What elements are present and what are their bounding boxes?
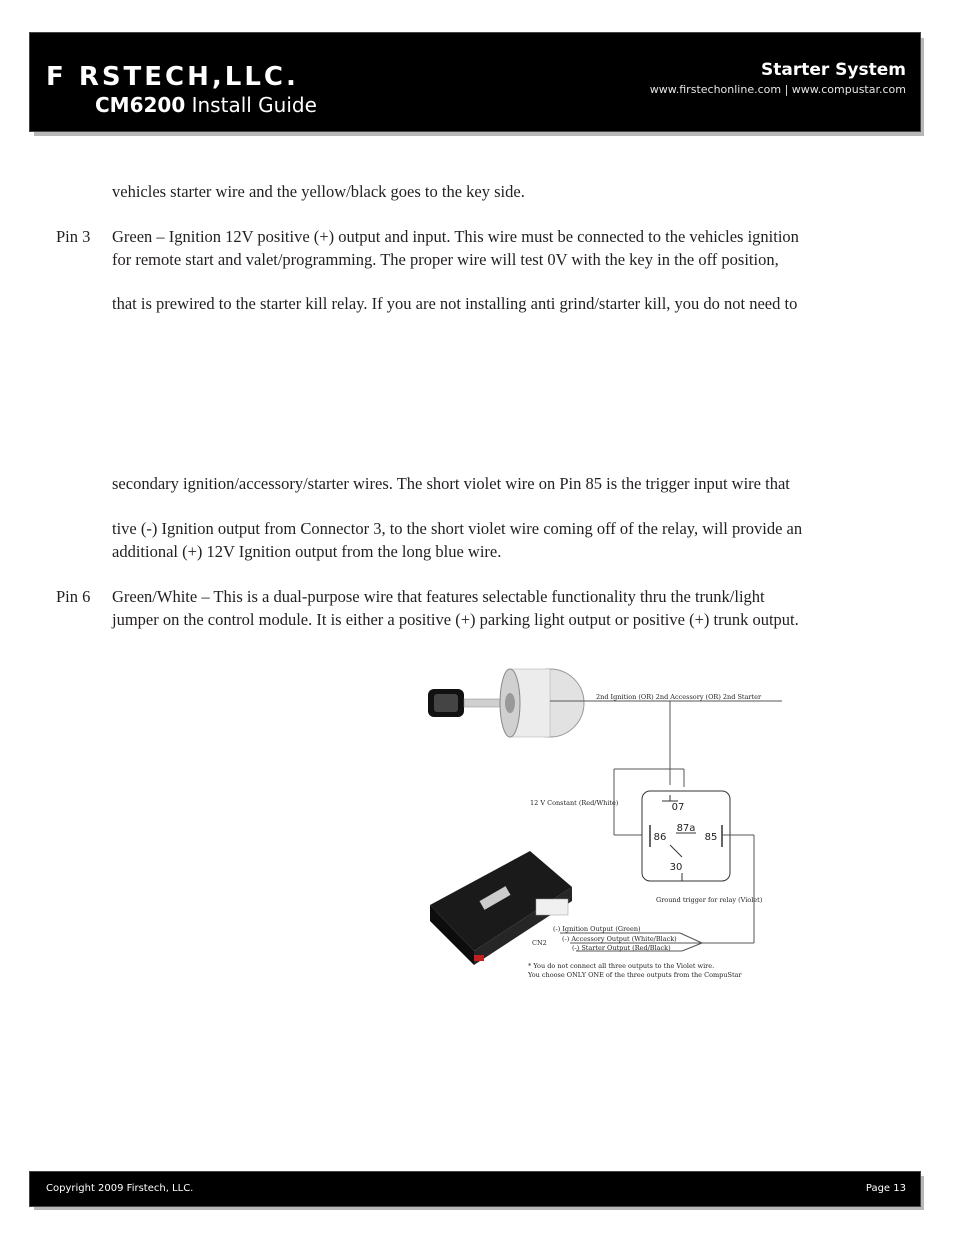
cn2-label: CN2 (532, 939, 547, 947)
constant-label: 12 V Constant (Red/White) (530, 799, 619, 807)
ignition-switch-icon (500, 669, 584, 737)
starter-output-label: (-) Starter Output (Red/Black) (572, 944, 671, 952)
pin-07-label: 07 (671, 802, 685, 813)
paragraph-starter-wire (56, 181, 916, 204)
ground-label: Ground trigger for relay (Violet) (656, 896, 763, 904)
page-footer (29, 1171, 921, 1207)
control-module-icon (430, 851, 572, 965)
ignition-output-label: (-) Ignition Output (Green) (553, 925, 641, 933)
wire-joint (680, 933, 702, 943)
page-header (29, 32, 921, 132)
guide-suffix: Install Guide (185, 93, 317, 117)
page-number: Page 13 (865, 1183, 906, 1194)
top-wire-label: 2nd Ignition (OR) 2nd Accessory (OR) 2nd Starter (596, 693, 762, 701)
note-line-2: You choose ONLY ONE of the three outputs from the CompuStar (528, 971, 742, 979)
body-line: vehicles starter wire and the yellow/black goes to the key side. (112, 182, 525, 201)
body-line: additional (+) 12V Ignition output from the long blue wire. (112, 541, 502, 561)
accessory-output-label: (-) Accessory Output (White/Black) (562, 935, 677, 943)
pin-label: Pin 3 (56, 227, 91, 246)
body-line: secondary ignition/accessory/starter wires. The short violet wire on Pin 85 is the trigger input wire that (112, 474, 790, 493)
paragraph-pin6 (56, 586, 916, 631)
pin-85-label: 85 (704, 832, 718, 843)
paragraph-secondary (56, 473, 916, 496)
website-urls: www.firstechonline.com | www.compustar.com (649, 83, 906, 96)
paragraph-ignition-output (56, 518, 916, 563)
body-line: tive (-) Ignition output from Connector 3, to the short violet wire coming off of the relay, will provide an (112, 519, 803, 538)
guide-title (95, 93, 317, 117)
body-line: that is prewired to the starter kill relay. If you are not installing anti grind/starter kill, you do not need to (112, 294, 798, 313)
relay-wiring-diagram (420, 655, 790, 985)
note-line-1: * You do not connect all three outputs to the Violet wire. (528, 962, 715, 970)
copyright-text: Copyright 2009 Firstech, LLC. (46, 1183, 194, 1194)
pin-86-label: 86 (653, 832, 667, 843)
body-line: Green/White – This is a dual-purpose wire that features selectable functionality thru the trunk/light (112, 587, 765, 606)
key-icon (428, 689, 510, 717)
wire-joint (682, 943, 702, 951)
paragraph-pin3 (56, 226, 916, 271)
pin-label: Pin 6 (56, 587, 91, 606)
firstech-logo (46, 61, 366, 91)
body-line: jumper on the control module. It is either a positive (+) parking light output or positive (+) trunk output. (112, 609, 799, 629)
paragraph-relay (56, 293, 916, 316)
model-name: CM6200 (95, 93, 186, 117)
brand-text: F RSTECH,LLC. (46, 62, 299, 91)
body-line: Green – Ignition 12V positive (+) output and input. This wire must be connected to the vehicles ignition (112, 227, 799, 246)
section-title: Starter System (761, 60, 906, 80)
pin-30-label: 30 (669, 862, 683, 873)
body-line: for remote start and valet/programming. The proper wire will test 0V with the key in the off position, (112, 249, 779, 269)
pin-87a-label: 87a (676, 823, 696, 834)
